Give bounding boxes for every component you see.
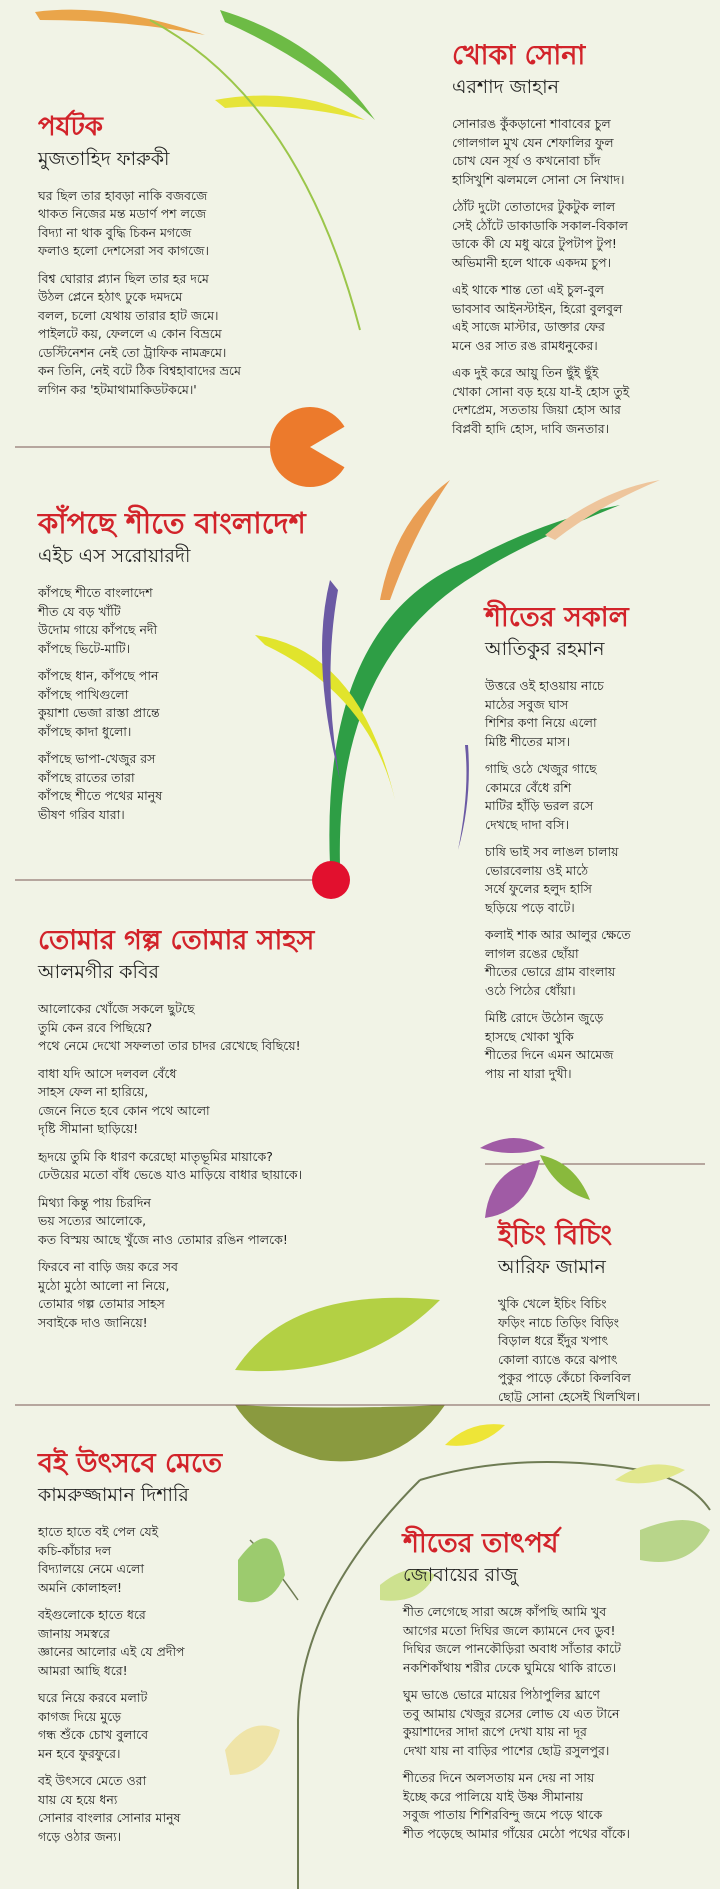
poem-porjotok	[38, 113, 241, 408]
poem-line: এই থাকে শান্ত তো এই চুল-বুল	[452, 282, 604, 298]
poem-line: থাকত নিজের মন্ত মডার্ণ পশ লজে	[38, 206, 207, 222]
poem-line: ফিরবে না বাড়ি জয় করে সব	[38, 1259, 179, 1275]
poem-line: কুয়াশাদের সাদা রূপে দেখা যায় না দূর	[403, 1724, 587, 1740]
stanza	[38, 750, 306, 824]
poem-line: মিথ্যা কিন্তু পায় চিরদিন	[38, 1194, 151, 1210]
poem-line: সেই ঠোঁটে ডাকাডাকি সকাল-বিকাল	[452, 217, 628, 233]
green-leaf-small	[540, 1155, 590, 1200]
leaf-pale-right	[640, 1520, 710, 1562]
poem-line: তোমার গল্প তোমার সাহস	[38, 1296, 165, 1312]
leaf-green-left	[238, 1538, 285, 1602]
leaf-yellow-bottom	[225, 1726, 280, 1776]
poem-line: গড়ে ওঠার জন্য।	[38, 1828, 122, 1844]
poem-iching-biching	[498, 1220, 640, 1415]
stanza	[38, 270, 241, 400]
poem-line: দৃষ্টি সীমানা ছাড়িয়ে!	[38, 1121, 139, 1137]
poem-title: তোমার গল্প তোমার সাহস	[38, 925, 315, 956]
poem-line: আমরা আছি ধরে!	[38, 1662, 128, 1678]
poem-line: ভোরবেলায় ওই মাঠে	[485, 862, 589, 878]
poem-line: এই সাজে মাস্টার, ডাক্তার ফের	[452, 319, 605, 335]
poem-line: কোমরে বেঁধে রশি	[485, 779, 572, 795]
poem-line: সোনারঙ কুঁকড়ানো শাবাবের চুল	[452, 116, 611, 132]
poem-line: ঘর ছিল তার হাবড়া নাকি বজবজে	[38, 187, 208, 203]
poem-line: মাটির হাঁড়ি ভরল রসে	[485, 798, 594, 814]
poem-line: হাসিখুশি ঝলমলে সোনা সে নিখাদ।	[452, 171, 625, 187]
poem-line: ইচ্ছে করে পালিয়ে যাই উষ্ণ সীমানায়	[403, 1788, 584, 1804]
poem-line: উত্তরে ওই হাওয়ায় নাচে	[485, 678, 604, 694]
poem-line: কুয়াশা ভেজা রাস্তা প্রান্তে	[38, 705, 160, 721]
poem-body	[485, 677, 631, 1083]
poem-line: গোলগাল মুখ যেন শেফালির ফুল	[452, 134, 614, 150]
poem-line: কলাই শাক আর আলুর ক্ষেতে	[485, 927, 631, 943]
poem-title: পর্যটক	[38, 112, 103, 142]
poem-line: কাঁপছে ভাপা-খেজুর রস	[38, 751, 156, 767]
purple-leaf-shape-2	[480, 1138, 545, 1153]
poem-line: জ্ঞানের আলোর এই যে প্রদীপ	[38, 1644, 185, 1660]
poem-line: বাধা যদি আসে দলবল বেঁধে	[38, 1065, 177, 1081]
poem-line: আলোকের খোঁজে সকলে ছুটছে	[38, 1001, 195, 1017]
poem-line: অমনি কোলাহল!	[38, 1579, 123, 1595]
poem-line: শীত পড়েছে আমার গাঁয়ের মেঠো পথের বাঁকে।	[403, 1825, 630, 1841]
poem-line: উদোম গায়ে কাঁপছে নদী	[38, 622, 158, 638]
poem-line: উঠল প্লেনে হঠাৎ ঢুকে দমদমে	[38, 289, 183, 305]
poem-title: বই উৎসবে মেতে	[38, 1448, 223, 1479]
poem-kapche-shite	[38, 507, 306, 833]
poem-line: পুকুর পাড়ে কেঁচো কিলবিল	[498, 1370, 631, 1386]
leaf-yellow-top	[445, 1424, 505, 1446]
poem-shiter-sokal	[485, 602, 631, 1092]
poem-line: চোখ যেন সূর্য ও কখনোবা চাঁদ	[452, 153, 601, 169]
top-grass-blade-orange	[35, 10, 205, 35]
poem-line: সবুজ পাতায় শিশিরবিন্দু জমে পড়ে থাকে	[403, 1807, 603, 1823]
poem-line: হাতে হাতে বই পেল যেই	[38, 1524, 159, 1540]
poem-author: জোবায়ের রাজু	[403, 1564, 518, 1587]
poem-body	[38, 1000, 314, 1332]
poem-body	[38, 187, 241, 400]
poem-line: এক দুই করে আয়ু তিন ছুঁই ছুঁই	[452, 365, 599, 381]
poem-line: কন তিনি, নেই বটে ঠিক বিশ্বহাবাদের ভ্রমে	[38, 363, 241, 379]
poem-line: কাঁপছে কাদা ধুলো।	[38, 723, 132, 739]
poem-line: আগের মতো দিঘির জলে ক্যামনে দেব ডুব!	[403, 1622, 616, 1638]
stanza	[485, 760, 631, 834]
poem-line: ভাবসাব আইনস্টাইন, হিরো বুলবুল	[452, 300, 623, 316]
poem-title: ইচিং বিচিং	[498, 1220, 613, 1251]
poem-line: কোলা ব্যাঙে করে ঝপাৎ	[498, 1351, 618, 1367]
poem-line: কাঁপছে ভিটে-মাটি।	[38, 640, 131, 656]
poem-shiter-tatporjo	[403, 1528, 630, 1852]
stanza	[403, 1603, 630, 1677]
poem-line: দেখা যায় না বাড়ির পাশের ছোট্ট রসুলপুর।	[403, 1742, 610, 1758]
poem-line: দেশপ্রেম, সততায় জিয়া হোস আর	[452, 402, 621, 418]
poem-line: সর্ষে ফুলের হলুদ হাসি	[485, 881, 592, 897]
poem-title: শীতের তাৎপর্য	[403, 1528, 559, 1559]
poem-line: শীতের দিনে এমন আমেজ	[485, 1047, 614, 1063]
poem-line: ভয় সত্যের আলোকে,	[38, 1213, 147, 1229]
poem-line: বিদ্যা না থাক বুদ্ধি চিকন মগজে	[38, 224, 192, 240]
poem-body	[403, 1603, 630, 1843]
stanza	[38, 1689, 222, 1763]
poem-line: বলল, চলো যেথায় তারার হাট জমে।	[38, 307, 219, 323]
stanza	[452, 198, 629, 272]
poem-line: মাঠের সবুজ ঘাস	[485, 696, 569, 712]
stanza	[38, 1148, 314, 1185]
poem-line: ঘরে নিয়ে করবে মলাট	[38, 1690, 148, 1706]
poem-line: জানায় সমস্বরে	[38, 1625, 110, 1641]
poem-author: কামরুজ্জামান দিশারি	[38, 1484, 189, 1507]
poem-body	[38, 584, 306, 824]
poem-line: সোনার বাংলার সোনার মানুষ	[38, 1810, 181, 1826]
poem-line: পথে নেমে দেখো সফলতা তার চাদর রেখেছে বিছিয়ে!	[38, 1038, 301, 1054]
poem-body	[498, 1295, 640, 1406]
stanza	[38, 584, 306, 658]
poem-line: বই উৎসবে মেতে ওরা	[38, 1773, 147, 1789]
big-leaf-olive	[235, 1405, 445, 1461]
poem-line: হৃদয়ে তুমি কি ধারণ করেছো মাতৃভূমির মায়াকে?	[38, 1148, 273, 1164]
stanza	[38, 1523, 222, 1597]
poem-line: বিড়াল ধরে ইঁদুর খপাৎ	[498, 1333, 609, 1349]
stanza	[485, 843, 631, 917]
poem-line: তুমি কেন রবে পিছিয়ে?	[38, 1019, 153, 1035]
poem-line: ডাকে কী যে মধু ঝরে টুপটাপ টুপ!	[452, 236, 617, 252]
poem-line: নকশিকাঁথায় শরীর ঢেকে ঘুমিয়ে থাকি রাতে।	[403, 1659, 617, 1675]
poem-khoka-sona	[452, 40, 629, 447]
stanza	[485, 926, 631, 1000]
poem-line: অভিমানী হলে থাকে একদম চুপ।	[452, 254, 612, 270]
stanza	[403, 1769, 630, 1843]
stanza	[38, 1772, 222, 1846]
middle-grass-purple-2	[458, 745, 469, 850]
poem-line: মুঠো মুঠো আলো না নিয়ে,	[38, 1277, 170, 1293]
red-dot-shape	[312, 861, 350, 899]
poem-author: আলমগীর কবির	[38, 961, 160, 984]
poem-line: কচি-কাঁচার দল	[38, 1542, 112, 1558]
stanza	[38, 667, 306, 741]
poem-line: সাহস ফেল না হারিয়ে,	[38, 1084, 149, 1100]
poem-line: ওঠে পিঠের ধোঁয়া।	[485, 982, 576, 998]
poem-line: ভীষণ গরিব যারা।	[38, 806, 125, 822]
stanza	[452, 115, 629, 189]
poem-body	[38, 1523, 222, 1846]
poem-line: বইগুলোকে হাতে ধরে	[38, 1607, 146, 1623]
poem-line: মিষ্টি শীতের মাস।	[485, 733, 571, 749]
poem-line: শীতের ভোরে গ্রাম বাংলায়	[485, 964, 616, 980]
poem-line: দিঘির জলে পানকৌড়িরা অবাধ সাঁতার কাটে	[403, 1641, 621, 1657]
poem-line: সবাইকে দাও জানিয়ে!	[38, 1314, 148, 1330]
poem-line: ঘুম ভাঙে ভোরে মায়ের পিঠাপুলির ঘ্রাণে	[403, 1687, 600, 1703]
poem-tomar-golpo	[38, 925, 314, 1341]
stanza	[38, 1000, 314, 1056]
poem-line: চাষি ভাই সব লাঙল চালায়	[485, 844, 619, 860]
poem-author: আতিকুর রহমান	[485, 638, 605, 661]
poem-line: লগিন কর 'হটমাথামাকিডটকমে।'	[38, 381, 197, 397]
poem-line: ঢেউয়ের মতো বাঁধ ভেঙে যাও মাড়িয়ে বাধার ছায়াকে।	[38, 1167, 303, 1183]
poem-title: কাঁপছে শীতে বাংলাদেশ	[38, 506, 306, 540]
poem-line: তবু আমায় খেজুর রসের লোভ যে এত টানে	[403, 1705, 620, 1721]
poem-body	[452, 115, 629, 438]
poem-line: যায় যে হয়ে ধন্য	[38, 1791, 118, 1807]
poem-line: মন হবে ফুরফুরে।	[38, 1745, 121, 1761]
stanza	[485, 677, 631, 751]
tree-trunk	[298, 1480, 420, 1889]
poem-line: খুকি খেলে ইচিং বিচিং	[498, 1296, 607, 1312]
poem-line: ফড়িং নাচে তিড়িং বিড়িং	[498, 1314, 620, 1330]
poem-line: দেখছে দাদা বসি।	[485, 816, 570, 832]
poem-title: শীতের সকাল	[485, 602, 629, 633]
poem-line: খোকা সোনা বড় হয়ে যা-ই হোস তুই	[452, 383, 630, 399]
stanza	[452, 364, 629, 438]
poem-line: শীত লেগেছে সারা অঙ্গে কাঁপছি আমি খুব	[403, 1604, 607, 1620]
stanza	[38, 1194, 314, 1250]
poem-line: গাছি ওঠে খেজুর গাছে	[485, 761, 597, 777]
poem-line: শিশির কণা নিয়ে এলো	[485, 715, 597, 731]
poem-line: ফলাও হলো দেশসেরা সব কাগজে।	[38, 243, 209, 259]
poem-line: ঠোঁট দুটো তোতাদের টুকটুক লাল	[452, 199, 616, 215]
poem-line: কাঁপছে রাতের তারা	[38, 769, 135, 785]
poem-line: হাসছে খোকা খুকি	[485, 1028, 574, 1044]
poem-line: পাইলটে কয়, ফেললে এ কোন বিভ্রমে	[38, 326, 222, 342]
poem-author: আরিফ জামান	[498, 1256, 606, 1279]
poem-line: শীত যে বড় খাঁটি	[38, 603, 121, 619]
poem-author: এইচ এস সরোয়ারদী	[38, 545, 191, 568]
stanza	[38, 1258, 314, 1332]
poem-line: বিপ্লবী হাদি হোস, দাবি জনতার।	[452, 420, 610, 436]
poem-line: কাঁপছে পাখিগুলো	[38, 686, 129, 702]
poem-line: কাগজ দিয়ে মুড়ে	[38, 1708, 122, 1724]
poem-title: খোকা সোনা	[452, 40, 586, 71]
stanza	[498, 1295, 640, 1406]
poem-line: কাঁপছে শীতে পথের মানুষ	[38, 788, 163, 804]
poem-author: এরশাদ জাহান	[452, 76, 560, 99]
stanza	[38, 187, 241, 261]
stanza	[485, 1009, 631, 1083]
stanza	[452, 281, 629, 355]
poem-line: ছড়িয়ে পড়ে বাটে।	[485, 899, 575, 915]
poem-line: জেনে নিতে হবে কোন পথে আলো	[38, 1102, 210, 1118]
poem-line: বিদ্যালয়ে নেমে এলো	[38, 1561, 144, 1577]
poem-line: কত বিস্ময় আছে খুঁজে নাও তোমার রঙিন পালকে!	[38, 1231, 288, 1247]
poem-line: ডেস্টিনেশন নেই তো ট্রাফিক নামক্রমে।	[38, 344, 227, 360]
poem-author: মুজতাহিদ ফারুকী	[38, 147, 170, 170]
poem-line: মনে ওর সাত রঙ রামধনুকের।	[452, 337, 598, 353]
poem-line: ছোট্ট সোনা হেসেই খিলখিল।	[498, 1388, 641, 1404]
poem-line: কাঁপছে শীতে বাংলাদেশ	[38, 585, 153, 601]
poem-line: লাগল রঙের ছোঁয়া	[485, 945, 579, 961]
poem-line: পায় না যারা দুখী।	[485, 1065, 572, 1081]
purple-leaf-shape	[485, 1160, 540, 1218]
stanza	[38, 1065, 314, 1139]
poem-line: বিশ্ব ঘোরার প্ল্যান ছিল তার হর দমে	[38, 270, 209, 286]
stanza	[38, 1606, 222, 1680]
poem-boi-utsobe	[38, 1448, 222, 1855]
poem-line: শীতের দিনে অলসতায় মন দেয় না সায়	[403, 1770, 595, 1786]
poem-line: মিষ্টি রোদে উঠোন জুড়ে	[485, 1010, 604, 1026]
poem-line: কাঁপছে ধান, কাঁপছে পান	[38, 668, 159, 684]
stanza	[403, 1686, 630, 1760]
poem-line: গন্ধ শুঁকে চোখ বুলাবে	[38, 1727, 149, 1743]
